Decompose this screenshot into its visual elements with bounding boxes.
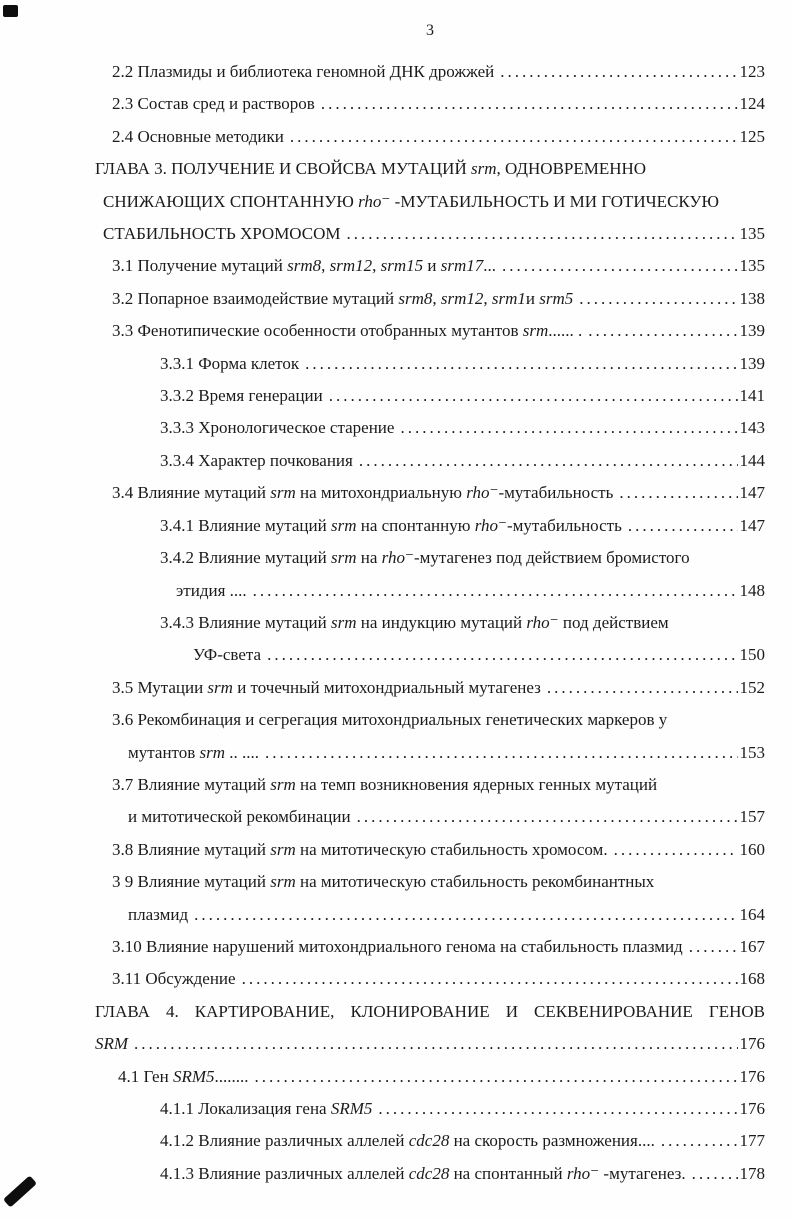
gene-name: rho⁻ xyxy=(381,548,414,568)
toc-line xyxy=(95,445,765,477)
toc-entry-text xyxy=(128,801,351,833)
toc-line xyxy=(95,218,765,250)
entry-text: -МУТАБИЛЬНОСТЬ И МИ ГОТИЧЕСКУЮ xyxy=(390,191,719,211)
entry-text: .. .... xyxy=(225,742,260,762)
toc-line xyxy=(95,834,765,866)
page-ref: 160 xyxy=(739,839,765,859)
toc-line xyxy=(95,412,765,444)
toc-line xyxy=(95,737,765,769)
dot-leader xyxy=(329,380,738,412)
dot-leader xyxy=(378,1093,737,1125)
toc-entry-text xyxy=(112,872,654,891)
page-ref: 150 xyxy=(739,645,765,665)
dot-leader xyxy=(194,899,737,931)
gene-name: srm xyxy=(270,839,296,859)
entry-text: -мутабильность xyxy=(507,515,622,535)
dot-leader xyxy=(265,737,737,769)
entry-text: 2.4 Основные методики xyxy=(112,126,284,146)
entry-text: на митотическую стабильность хромосом. xyxy=(295,839,608,859)
page-ref: 176 xyxy=(739,1034,765,1054)
page-ref: 139 xyxy=(739,321,765,341)
gene-name: SRM xyxy=(95,1034,129,1054)
entry-text: 3.4.3 Влияние мутаций xyxy=(160,612,331,632)
page-ref: 124 xyxy=(739,94,765,114)
page-ref: 125 xyxy=(739,126,765,146)
toc-line xyxy=(95,1028,765,1060)
toc-entry-text xyxy=(112,88,315,120)
entry-text: 3.2 Попарное взаимодействие мутаций xyxy=(112,288,399,308)
toc-entry-text xyxy=(112,710,667,729)
dot-leader xyxy=(579,283,737,315)
toc-line xyxy=(95,250,765,282)
dot-leader xyxy=(619,477,737,509)
dot-leader xyxy=(588,315,737,347)
dot-leader xyxy=(267,639,737,671)
entry-text: 3.3 Фенотипические особенности отобранных мутантов xyxy=(112,321,523,341)
entry-text: плазмид xyxy=(128,904,189,924)
gene-name: SRM5 xyxy=(330,1099,373,1118)
gene-name: srm xyxy=(470,159,497,179)
toc-entry-text xyxy=(160,445,353,477)
toc-entry-text xyxy=(95,1028,128,1060)
gene-name: srm17 xyxy=(440,256,484,276)
entry-text: мутантов xyxy=(128,742,200,762)
entry-text: 3.8 Влияние мутаций xyxy=(112,839,271,859)
entry-text: 3.3.4 Характер почкования xyxy=(160,450,353,470)
entry-text: , ОДНОВРЕМЕННО xyxy=(496,159,647,179)
entry-text: и митотической рекомбинации xyxy=(128,807,351,827)
gene-name: srm15 xyxy=(380,256,424,276)
entry-text: 4.1.1 Локализация гена xyxy=(160,1099,331,1118)
toc-line xyxy=(95,1061,765,1093)
toc-line xyxy=(95,542,765,574)
page-ref: 176 xyxy=(739,1099,765,1118)
toc-line xyxy=(95,121,765,153)
toc-entry-text xyxy=(176,575,247,607)
toc-line xyxy=(95,348,765,380)
toc-entry-text xyxy=(160,1158,686,1190)
gene-name: srm xyxy=(207,677,233,697)
scan-artifact-top-left xyxy=(3,5,18,17)
gene-name: srm xyxy=(330,548,357,568)
entry-text: 3.4 Влияние мутаций xyxy=(112,483,271,503)
gene-name: srm xyxy=(522,321,549,341)
dot-leader xyxy=(357,801,738,833)
gene-name: rho⁻ xyxy=(566,1163,600,1183)
page-ref: 135 xyxy=(739,224,765,244)
page-ref: 135 xyxy=(739,256,765,276)
toc-line xyxy=(95,672,765,704)
toc-line xyxy=(95,477,765,509)
gene-name: srm12 xyxy=(440,288,484,308)
toc-line xyxy=(95,56,765,88)
entry-text: этидия .... xyxy=(176,580,247,600)
page-ref: 144 xyxy=(739,450,765,470)
entry-text: на индукцию мутаций xyxy=(356,612,527,632)
toc-line xyxy=(95,931,765,963)
gene-name: srm5 xyxy=(539,288,574,308)
entry-text: и xyxy=(525,288,540,308)
entry-text: и точечный митохондриальный мутагенез xyxy=(232,677,541,697)
entry-text: , xyxy=(372,256,381,276)
entry-text: 2.3 Состав сред и растворов xyxy=(112,94,315,114)
entry-text: ...... . xyxy=(548,321,583,341)
toc-entry-text xyxy=(160,1125,655,1157)
toc-entry-text xyxy=(193,639,261,671)
toc-line xyxy=(95,899,765,931)
dot-leader xyxy=(614,834,738,866)
page-ref: 153 xyxy=(739,742,765,762)
entry-text: на спонтанный xyxy=(449,1163,567,1183)
toc-line xyxy=(95,283,765,315)
entry-text: 3.4.2 Влияние мутаций xyxy=(160,548,331,568)
gene-name: srm xyxy=(270,774,296,794)
gene-name: srm8 xyxy=(287,256,322,276)
toc-entry-text xyxy=(112,250,496,282)
toc-entry-text xyxy=(128,737,259,769)
dot-leader xyxy=(254,1061,737,1093)
gene-name: srm1 xyxy=(491,288,526,308)
gene-name: rho⁻ xyxy=(474,515,507,535)
toc-line xyxy=(95,575,765,607)
dot-leader xyxy=(253,575,738,607)
page-ref: 164 xyxy=(739,904,765,924)
toc-entry-text xyxy=(160,613,669,632)
dot-leader xyxy=(547,672,738,704)
page-ref: 147 xyxy=(739,515,765,535)
entry-text: 4.1.3 Влияние различных аллелей xyxy=(160,1163,409,1183)
toc-entry-text xyxy=(112,963,236,995)
toc-line xyxy=(95,88,765,120)
entry-text: 3.1 Получение мутаций xyxy=(112,256,288,276)
entry-text: , xyxy=(483,288,492,308)
page-ref: 148 xyxy=(739,580,765,600)
dot-leader xyxy=(500,56,737,88)
entry-text: на митотическую стабильность рекомбинантных xyxy=(295,872,655,892)
dot-leader xyxy=(359,445,738,477)
entry-text: , xyxy=(321,256,330,276)
page-ref: 139 xyxy=(739,353,765,373)
toc-entry-text xyxy=(118,1061,248,1093)
entry-text: 3.3.3 Хронологическое старение xyxy=(160,418,395,438)
entry-text: 3.4.1 Влияние мутаций xyxy=(160,515,331,535)
dot-leader xyxy=(290,121,738,153)
page-ref: 177 xyxy=(739,1131,765,1151)
entry-text: 3.3.1 Форма клеток xyxy=(160,353,300,373)
entry-text: СТАБИЛЬНОСТЬ ХРОМОСОМ xyxy=(103,224,341,244)
toc-entry-text xyxy=(112,834,608,866)
dot-leader xyxy=(689,931,738,963)
gene-name: SRM5 xyxy=(172,1066,215,1086)
toc-entry-text xyxy=(112,672,541,704)
toc-line xyxy=(95,1158,765,1190)
toc-line xyxy=(95,607,765,639)
entry-text: 3.7 Влияние мутаций xyxy=(112,774,271,794)
entry-text: 2.2 Плазмиды и библиотека геномной ДНК дрожжей xyxy=(112,62,495,81)
entry-text: ГЛАВА 4. КАРТИРОВАНИЕ, КЛОНИРОВАНИЕ И СЕКВЕНИРОВАНИЕ ГЕНОВ xyxy=(95,1001,765,1021)
page-ref: 123 xyxy=(739,62,765,81)
toc-line xyxy=(95,153,765,185)
toc-line xyxy=(95,801,765,833)
entry-text: 3.11 Обсуждение xyxy=(112,969,236,989)
page-ref: 176 xyxy=(739,1066,765,1086)
page-ref: 138 xyxy=(739,288,765,308)
entry-text: СНИЖАЮЩИХ СПОНТАННУЮ xyxy=(103,191,359,211)
toc-entry-text xyxy=(112,931,683,963)
toc-entry-text xyxy=(160,548,690,567)
dot-leader xyxy=(400,412,737,444)
toc-line xyxy=(95,704,765,736)
toc-line xyxy=(95,1093,765,1125)
toc-entry-text xyxy=(128,899,188,931)
toc-line xyxy=(95,186,765,218)
entry-text: 4.1 Ген xyxy=(118,1066,173,1086)
toc-line xyxy=(95,1125,765,1157)
toc-line xyxy=(95,963,765,995)
gene-name: srm12 xyxy=(329,256,373,276)
entry-text: ... xyxy=(483,256,497,276)
entry-text: на скорость размножения.... xyxy=(449,1131,655,1151)
entry-text: -мутабильность xyxy=(498,483,614,503)
toc-entry-text xyxy=(112,315,582,347)
table-of-contents xyxy=(95,56,765,1190)
entry-text: 3.5 Мутации xyxy=(112,677,208,697)
dot-leader xyxy=(692,1158,738,1190)
page-ref: 167 xyxy=(739,936,765,956)
entry-text: 3 9 Влияние мутаций xyxy=(112,872,271,892)
scan-artifact-bottom-left xyxy=(3,1175,37,1207)
entry-text: и xyxy=(423,256,441,276)
dot-leader xyxy=(502,250,737,282)
gene-name: srm xyxy=(330,515,357,535)
toc-entry-text xyxy=(112,775,657,794)
toc-line xyxy=(95,510,765,542)
gene-name: srm xyxy=(199,742,226,762)
gene-name: srm xyxy=(330,612,357,632)
gene-name: srm xyxy=(270,483,296,503)
dot-leader xyxy=(628,510,738,542)
toc-entry-text xyxy=(112,56,494,88)
toc-entry-text xyxy=(103,218,341,250)
gene-name: cdc28 xyxy=(408,1163,450,1183)
toc-entry-text xyxy=(160,1093,372,1125)
entry-text: на спонтанную xyxy=(356,515,475,535)
entry-text: , xyxy=(432,288,441,308)
entry-text: ГЛАВА 3. ПОЛУЧЕНИЕ И СВОЙСВА МУТАЦИЙ xyxy=(95,159,471,179)
toc-entry-text xyxy=(112,477,613,509)
entry-text: 3.3.2 Время генерации xyxy=(160,386,323,406)
toc-entry-text xyxy=(95,159,646,178)
entry-text: 3.10 Влияние нарушений митохондриального генома на стабильность плазмид xyxy=(112,936,683,956)
page-number-header: 3 xyxy=(426,22,434,39)
entry-text: на темп возникновения ядерных генных мутаций xyxy=(295,774,658,794)
dot-leader xyxy=(134,1028,737,1060)
gene-name: rho⁻ xyxy=(466,483,499,503)
dot-leader xyxy=(661,1125,738,1157)
toc-entry-text xyxy=(112,121,284,153)
toc-entry-text xyxy=(112,283,573,315)
entry-text: на xyxy=(356,548,382,568)
dot-leader xyxy=(347,218,738,250)
entry-text: 3.6 Рекомбинация и сегрегация митохондриальных генетических маркеров у xyxy=(112,710,668,730)
toc-entry-text xyxy=(160,510,622,542)
toc-line xyxy=(95,769,765,801)
entry-text: -мутагенез. xyxy=(599,1163,686,1183)
toc-line xyxy=(95,639,765,671)
toc-line xyxy=(95,866,765,898)
page-ref: 147 xyxy=(739,483,765,503)
dot-leader xyxy=(321,88,738,120)
entry-text: 4.1.2 Влияние различных аллелей xyxy=(160,1131,409,1151)
entry-text: ........ xyxy=(214,1066,249,1086)
toc-entry-text xyxy=(103,192,719,211)
entry-text: УФ-света xyxy=(193,645,262,665)
dot-leader xyxy=(242,963,738,995)
toc-line xyxy=(95,315,765,347)
entry-text: под действием xyxy=(558,612,669,632)
gene-name: rho⁻ xyxy=(526,612,559,632)
page-ref: 152 xyxy=(739,677,765,697)
toc-entry-text xyxy=(95,1002,765,1021)
toc-entry-text xyxy=(160,412,394,444)
entry-text: на митохондриальную xyxy=(295,483,467,503)
toc-line xyxy=(95,380,765,412)
gene-name: srm8 xyxy=(398,288,433,308)
page-ref: 141 xyxy=(739,386,765,406)
page-ref: 157 xyxy=(739,807,765,827)
toc-entry-text xyxy=(160,380,323,412)
toc-line xyxy=(95,996,765,1028)
page-ref: 143 xyxy=(739,418,765,438)
entry-text: -мутагенез под действием бромистого xyxy=(413,548,690,568)
gene-name: cdc28 xyxy=(408,1131,450,1151)
page-ref: 178 xyxy=(739,1163,765,1183)
toc-entry-text xyxy=(160,348,299,380)
dot-leader xyxy=(305,348,737,380)
gene-name: srm xyxy=(270,872,296,892)
gene-name: rho⁻ xyxy=(358,191,391,211)
page-ref: 168 xyxy=(739,969,765,989)
